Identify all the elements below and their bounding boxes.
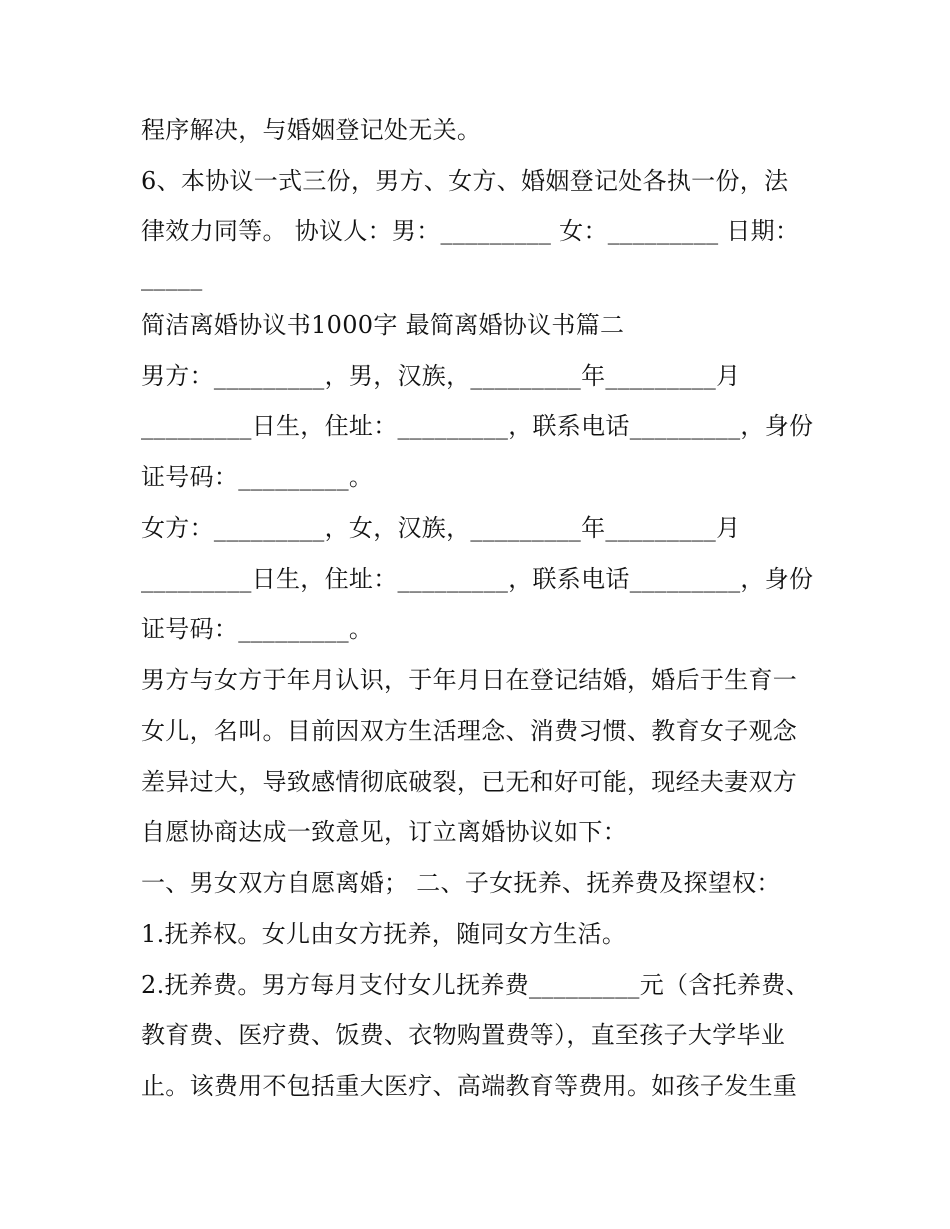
text-line-6: 男方：_________，男，汉族，_________年_________月 [141,362,741,390]
text-line-17: 1.抚养权。女儿由女方抚养，随同女方生活。 [141,920,627,948]
text-line-18: 2.抚养费。男方每月支付女儿抚养费_________元（含托养费、 [141,971,810,999]
text-line-2: 6、本协议一式三份，男方、女方、婚姻登记处各执一份，法 [141,167,789,195]
text-line-19: 教育费、医疗费、饭费、衣物购置费等），直至孩子大学毕业 [141,1021,786,1049]
text-line-20: 止。该费用不包括重大医疗、高端教育等费用。如孩子发生重 [141,1072,798,1100]
text-line-15: 自愿协商达成一致意见，订立离婚协议如下： [141,818,627,846]
text-line-4: _____ [141,263,203,291]
text-line-13: 女儿，名叫。目前因双方生活理念、消费习惯、教育女子观念 [141,717,798,745]
text-line-9: 女方：_________，女，汉族，_________年_________月 [141,514,741,542]
section-heading: 简洁离婚协议书1000字 最简离婚协议书篇二 [141,311,625,339]
text-line-12: 男方与女方于年月认识，于年月日在登记结婚，婚后于生育一 [141,666,798,694]
text-line-10: _________日生，住址：_________，联系电话_________，身份 [141,565,814,593]
text-line-14: 差异过大，导致感情彻底破裂，已无和好可能，现经夫妻双方 [141,768,798,796]
text-line-7: _________日生，住址：_________，联系电话_________，身份 [141,412,814,440]
text-line-8: 证号码：_________。 [141,463,374,491]
text-line-16: 一、男女双方自愿离婚； 二、子女抚养、抚养费及探望权： [141,869,781,897]
text-line-3: 律效力同等。 协议人：男：_________ 女：_________ 日期： [141,217,800,245]
text-line-1: 程序解决，与婚姻登记处无关。 [141,116,482,144]
text-line-11: 证号码：_________。 [141,615,374,643]
